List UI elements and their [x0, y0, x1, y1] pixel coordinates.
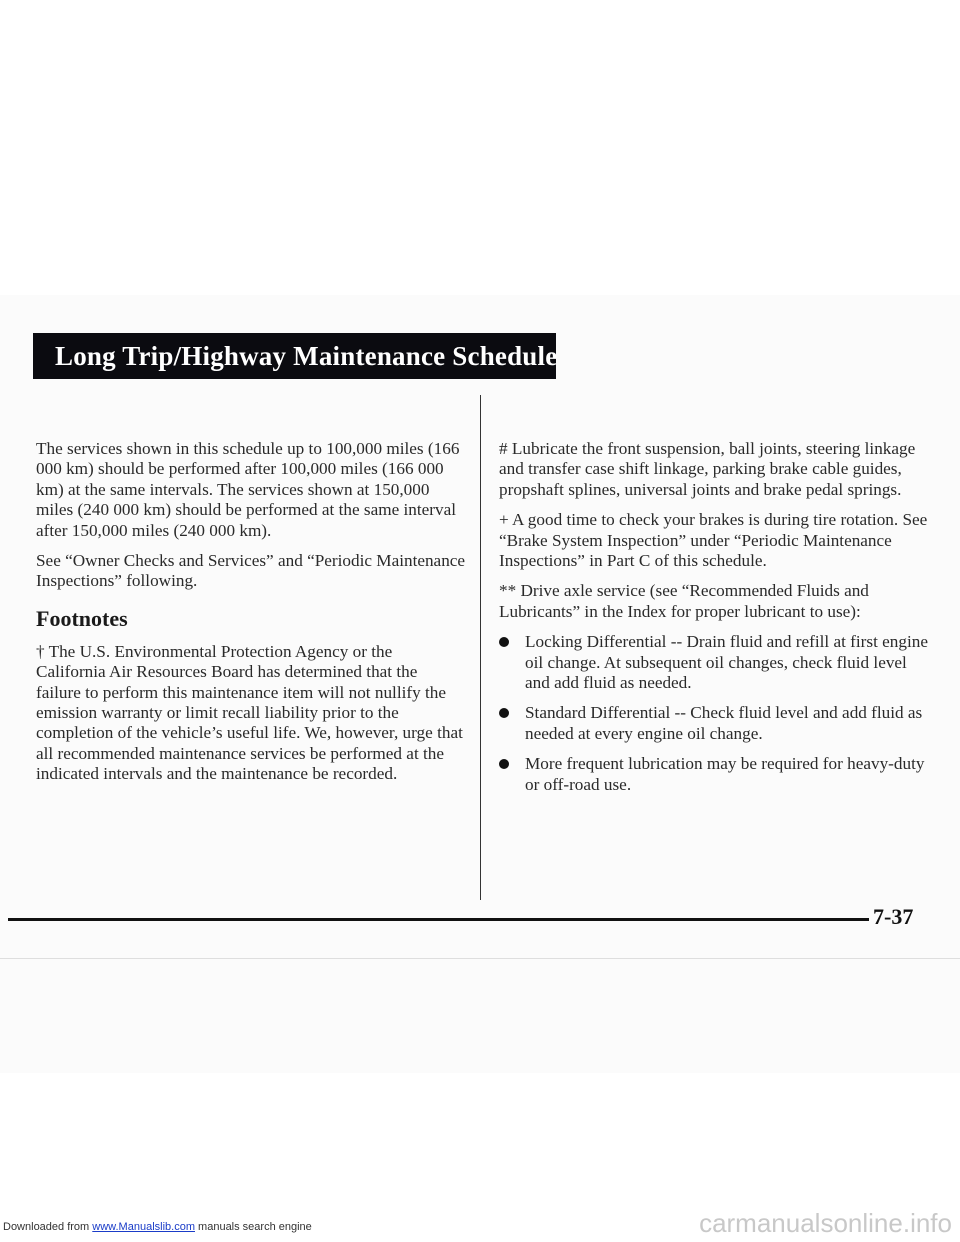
download-prefix: Downloaded from [3, 1221, 90, 1233]
bullet-icon [499, 708, 509, 718]
dagger-footnote: † The U.S. Environmental Protection Agency or the California Air Resources Board has determined that the failure to perform this maintenance item will not nullify the emission warranty or limit recall liability prior to the completion of the vehicle’s useful life. We, however, urge that all recommended maintenance services be performed at the indicated intervals and the maintenance be recorded. [36, 641, 463, 784]
see-paragraph: See “Owner Checks and Services” and “Periodic Maintenance Inspections” following. [36, 551, 466, 591]
footnotes-heading: Footnotes [36, 605, 128, 631]
download-suffix: manuals search engine [198, 1221, 312, 1233]
watermark-text: carmanualsonline.info [699, 1208, 952, 1238]
list-item [499, 703, 929, 744]
list-item [499, 754, 929, 795]
bullet-text: Locking Differential -- Drain fluid and refill at first engine oil change. At subsequent oil changes, check fluid level and add fluid as needed. [525, 632, 928, 693]
drive-axle-footnote: ** Drive axle service (see “Recommended Fluids and Lubricants” in the Index for proper lubricant to use): [499, 581, 869, 621]
drive-axle-bullet-list [499, 632, 929, 795]
download-footer [3, 1221, 312, 1233]
list-item [499, 632, 929, 693]
bullet-icon [499, 637, 509, 647]
bullet-text: More frequent lubrication may be required for heavy-duty or off-road use. [525, 754, 925, 794]
manualslib-link[interactable]: www.Manualslib.com [92, 1221, 195, 1233]
right-column [499, 439, 929, 805]
page-title: Long Trip/Highway Maintenance Schedule [33, 333, 556, 379]
column-divider [480, 395, 481, 900]
bullet-icon [499, 759, 509, 769]
footer-rule [8, 918, 869, 921]
brake-footnote: + A good time to check your brakes is during tire rotation. See “Brake System Inspection” under “Periodic Maintenance Inspections” in Part C of this schedule. [499, 510, 928, 571]
scan-edge-rule [0, 958, 960, 959]
page-number: 7-37 [873, 904, 914, 929]
intro-paragraph: The services shown in this schedule up to 100,000 miles (166 000 km) should be performed after 100,000 miles (166 000 km) at the same intervals. The services shown at 150,000 miles (240 000 km) should be performed at the same interval after 150,000 miles (240 000 km). [36, 439, 460, 540]
left-column [36, 439, 466, 795]
bullet-text: Standard Differential -- Check fluid level and add fluid as needed at every engine oil change. [525, 703, 923, 743]
lubricate-footnote: # Lubricate the front suspension, ball joints, steering linkage and transfer case shift linkage, parking brake cable guides, propshaft splines, universal joints and brake pedal springs. [499, 439, 916, 499]
